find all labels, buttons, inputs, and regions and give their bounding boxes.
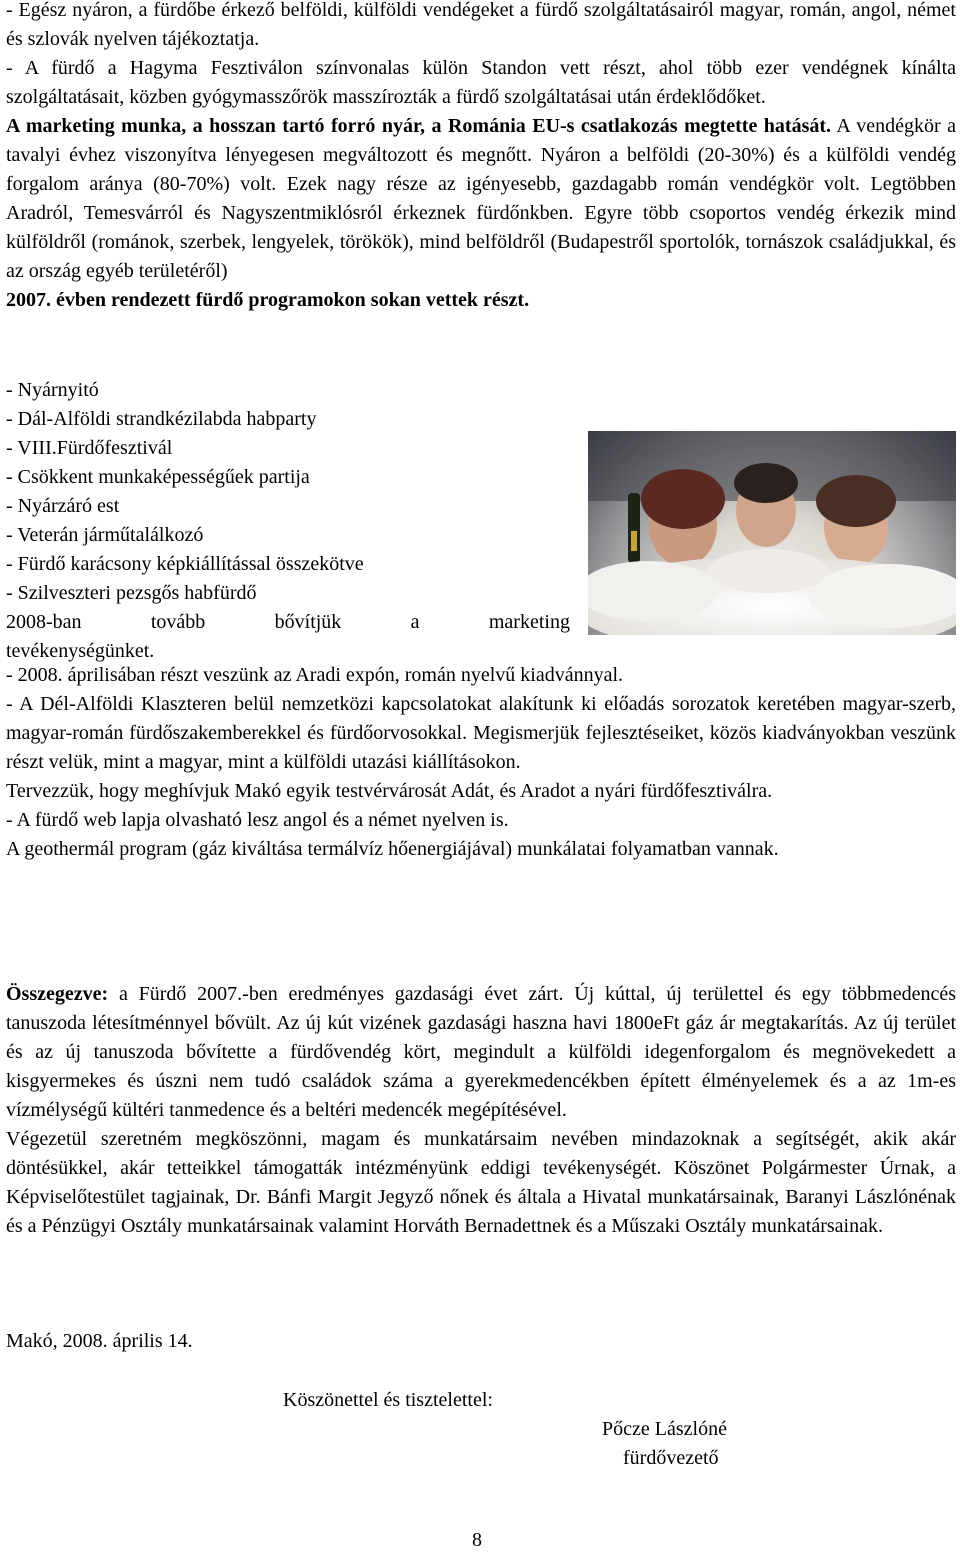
page-number: 8 [472, 1529, 482, 1551]
foam-party-photo [588, 431, 956, 635]
list-item: - Dál-Alföldi strandkézilabda habparty [6, 408, 317, 430]
list-item: - Szilveszteri pezsgős habfürdő [6, 582, 257, 604]
list-item: - VIII.Fürdőfesztivál [6, 437, 173, 459]
paragraph: A geothermál program (gáz kiváltása termálvíz hőenergiájával) munkálatai folyamatban vannak. [6, 838, 779, 860]
summary-paragraph [6, 980, 956, 1125]
plans-section [6, 661, 956, 864]
list-item: - Nyárzáró est [6, 495, 120, 517]
plans-intro-line [6, 608, 570, 637]
signer-role: fürdővezető [623, 1447, 719, 1469]
greeting: Köszönettel és tisztelettel: [283, 1389, 493, 1411]
plans-intro-end: tevékenységünket. [6, 640, 155, 662]
section-heading-2007: 2007. évben rendezett fürdő programokon sokan vettek részt. [6, 289, 530, 311]
paragraph: - 2008. áprilisában részt veszünk az Aradi expón, román nyelvű kiadvánnyal. [6, 664, 624, 686]
list-item: - Fürdő karácsony képkiállítással összekötve [6, 553, 364, 575]
summary-text: a Fürdő 2007.-ben eredményes gazdasági évet zárt. Új kúttal, új területtel és egy többmedencés tanuszoda létesítménnyel bővült. Az új kút vizének gazdasági haszna havi 1800eFt gáz ár megtakarítás. Az új terület és az új tanuszoda bővítette a fürdővendég kört, megindult a külföldi idegenforgalom és megnövekedett a kisgyermekes és úszni nem tudó családok száma a gyerekmedencékben épített élményelemek és a az 1m-es vízmélységű kültéri tanmedence és a beltéri medencék megépítésével. [6, 983, 956, 1121]
summary-label: Összegezve: [6, 983, 109, 1005]
paragraph: - A Dél-Alföldi Klaszteren belül nemzetközi kapcsolatokat alakítunk ki előadás sorozatok keretében magyar-szerb, magyar-román fürdőszakemberekkel és fürdőorvosokkal. Megismerjük fejlesztéseiket, közös kiadványokban veszünk részt velük, mint a magyar, mint a külföldi utazási kiállításokon. [6, 693, 956, 773]
bold-heading: A marketing munka, a hosszan tartó forró nyár, a Románia EU-s csatlakozás megtette hatását. [6, 115, 832, 137]
paragraph-text: A vendégkör a tavalyi évhez viszonyítva lényegesen megváltozott és megnőtt. Nyáron a belföldi (20-30%) és a külföldi vendég forgalom aránya (80-70%) volt. Ezek nagy része az igényesebb, gazdagabb román vendégkör volt. Legtöbben Aradról, Temesvárról és Nagyszentmiklósról érkeznek fürdőnkben. Egyre több csoportos vendég érkezik mind külföldről (románok, szerbek, lengyelek, törökök), mind belföldről (Budapestről sportolók, tornászok családjukkal, és az ország egyéb területéről) [6, 115, 956, 282]
marketing-paragraph [6, 112, 956, 286]
paragraph: - Egész nyáron, a fürdőbe érkező belföldi, külföldi vendégeket a fürdő szolgáltatásairól magyar, román, angol, német és szlovák nyelven tájékoztatja. [6, 0, 956, 50]
summary-section [6, 980, 956, 1241]
photo-illustration [588, 431, 956, 635]
thanks-paragraph: Végezetül szeretném megköszönni, magam és munkatársaim nevében mindazoknak a segítségét, akik akár döntésükkel, akár tetteikkel támogatták intézményünk eddigi tevékenységét. Köszönet Polgármester Úrnak, a Képviselőtestület tagjainak, Dr. Bánfi Margit Jegyző nőnek és általa a Hivatal munkatársainak, Baranyi Lászlónénak és a Pénzügyi Osztály munkatársainak valamint Horváth Bernadettnek és a Műszaki Osztály munkatársainak. [6, 1128, 956, 1237]
word: bővítjük [274, 611, 342, 633]
event-list [6, 376, 570, 666]
word: tovább [150, 611, 206, 633]
list-item: - Nyárnyitó [6, 379, 99, 401]
word: 2008-ban [6, 611, 82, 633]
list-item: - Csökkent munkaképességűek partija [6, 466, 310, 488]
paragraph: - A fürdő web lapja olvasható lesz angol és a német nyelven is. [6, 809, 509, 831]
paragraph: Tervezzük, hogy meghívjuk Makó egyik testvérvárosát Adát, és Aradot a nyári fürdőfesztiválra. [6, 780, 773, 802]
list-item: - Veterán járműtalálkozó [6, 524, 204, 546]
date-line: Makó, 2008. április 14. [6, 1330, 193, 1352]
paragraph: - A fürdő a Hagyma Fesztiválon színvonalas külön Standon vett részt, ahol több ezer vendégnek kínálta szolgáltatásait, közben gyógymasszőrök masszírozták a fürdő szolgáltatásai után érdeklődőket. [6, 57, 956, 108]
word: marketing [488, 611, 570, 633]
word: a [410, 611, 420, 633]
signer-name: Pőcze Lászlóné [602, 1418, 727, 1440]
report-top-section [6, 0, 956, 315]
